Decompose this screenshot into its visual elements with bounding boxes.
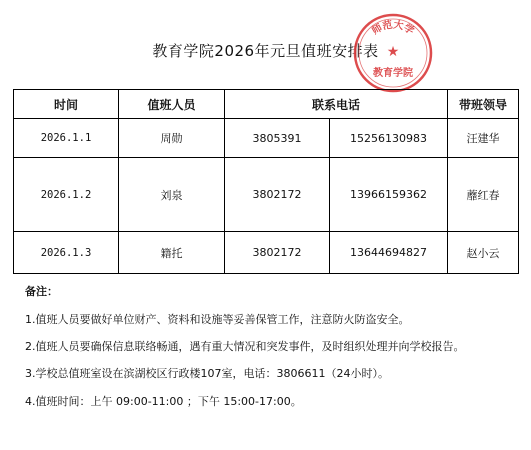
row-person: 刘泉 [119, 158, 225, 232]
notes-section [25, 283, 465, 408]
row-phone-mobile: 13966159362 [330, 158, 448, 232]
row-phone-office: 3802172 [225, 232, 330, 274]
seal-outer-text: 师范大学 [370, 19, 416, 38]
seal-center-text: 教育学院 [373, 68, 413, 79]
row-phone-mobile: 13644694827 [330, 232, 448, 274]
note-item: 2.值班人员要确保信息联络畅通，遇有重大情况和突发事件，及时组织处理并向学校报告。 [25, 340, 465, 354]
official-seal [352, 12, 434, 94]
header-duty-person: 值班人员 [119, 90, 225, 119]
note-item: 1.值班人员要做好单位财产、资料和设施等妥善保管工作，注意防火防盗安全。 [25, 313, 410, 326]
row-leader: 蘼红春 [448, 158, 519, 232]
row-date: 2026.1.1 [14, 119, 119, 158]
notes-heading: 备注： [25, 285, 58, 298]
header-time: 时间 [14, 90, 119, 119]
row-phone-mobile: 15256130983 [330, 119, 448, 158]
row-person: 籍托 [119, 232, 225, 274]
row-date: 2026.1.2 [14, 158, 119, 232]
row-phone-office: 3802172 [225, 158, 330, 232]
page-title: 教育学院2026年元旦值班安排表 [152, 42, 379, 60]
note-item: 4.值班时间：上午 09:00-11:00 ；下午 15:00-17:00。 [25, 394, 302, 408]
row-phone-office: 3805391 [225, 119, 330, 158]
header-phone: 联系电话 [225, 90, 448, 119]
svg-text:师范大学 [369, 18, 416, 37]
table-row [14, 232, 519, 274]
table-header-row [14, 90, 519, 119]
row-leader: 赵小云 [448, 232, 519, 274]
row-person: 周勋 [119, 119, 225, 158]
seal-star-icon: ★ [386, 44, 400, 60]
row-leader: 汪建华 [448, 119, 519, 158]
table-row [14, 119, 519, 158]
table-row [14, 158, 519, 232]
duty-schedule-table [13, 89, 519, 274]
row-date: 2026.1.3 [14, 232, 119, 274]
note-item: 3.学校总值班室设在滨湖校区行政楼107室，电话：3806611（24小时）。 [25, 367, 389, 381]
header-leader: 带班领导 [448, 90, 519, 119]
